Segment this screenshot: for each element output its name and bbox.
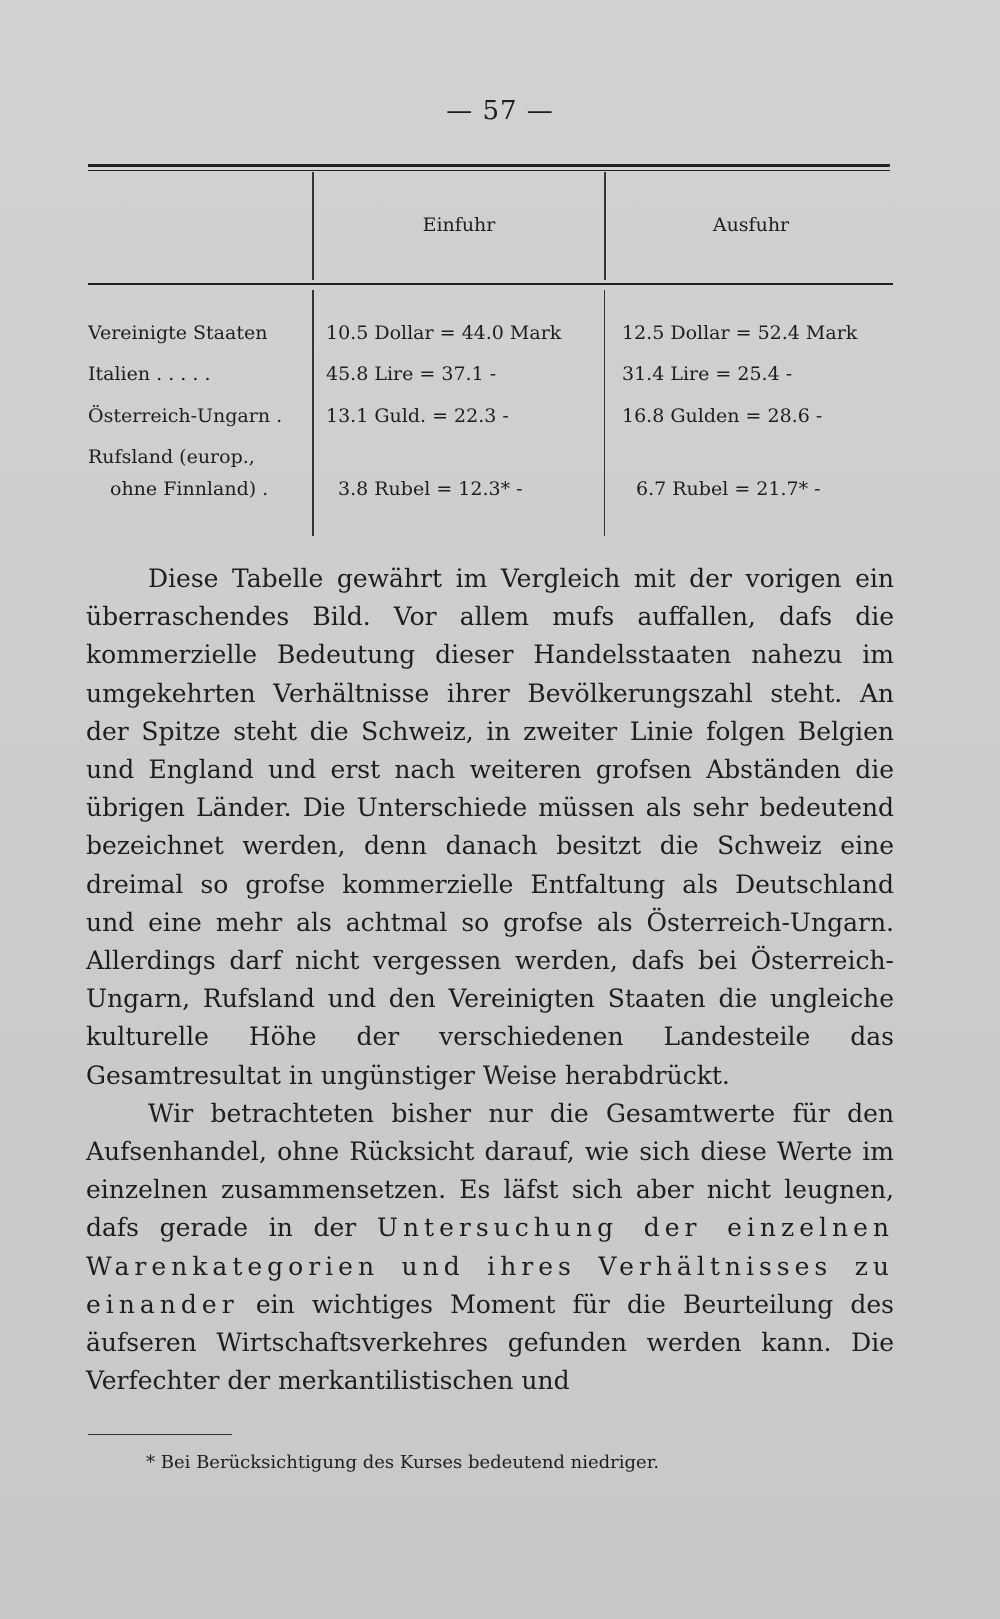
table-row-country: Vereinigte Staaten bbox=[88, 322, 268, 344]
table-row-import: 13.1 Guld. = 22.3 - bbox=[326, 405, 509, 427]
table-row-import: 45.8 Lire = 37.1 - bbox=[326, 363, 497, 385]
column-divider bbox=[604, 290, 605, 536]
header-export: Ausfuhr bbox=[712, 214, 790, 236]
footnote: * Bei Berücksichtigung des Kurses bedeutend niedriger. bbox=[146, 1452, 660, 1473]
paragraph-text: ein wichtiges Moment für die Beurteilung des äufseren Wirtschaftsverkehres gefunden werden kann. Die Verfechter der merkantilistischen und bbox=[86, 1289, 894, 1396]
paragraph bbox=[86, 1095, 894, 1401]
table-row-export: 6.7 Rubel = 21.7* - bbox=[636, 478, 821, 500]
table-top-rule-thin bbox=[88, 170, 890, 171]
table-top-rule bbox=[88, 164, 890, 167]
emphasized-text: Untersuchung der einzelnen Warenkategorien und ihres Verhältnisses zu einander bbox=[86, 1213, 894, 1319]
column-divider bbox=[312, 290, 314, 536]
table-row-country: Rufsland (europ., bbox=[88, 446, 255, 468]
page-number: — 57 — bbox=[446, 96, 554, 126]
table-row-country: Italien . . . . . bbox=[88, 363, 211, 385]
paragraph: Diese Tabelle gewährt im Vergleich mit der vorigen ein überraschendes Bild. Vor allem mufs auffallen, dafs die kommerzielle Bedeutung dieser Handelsstaaten nahezu im umgekehrten Verhältnisse ihrer Bevölkerungszahl steht. An der Spitze steht die Schweiz, in zweiter Linie folgen Belgien und England und erst nach weiteren grofsen Abständen die übrigen Länder. Die Unterschiede müssen als sehr bedeutend bezeichnet werden, denn danach besitzt die Schweiz eine dreimal so grofse kommerzielle Entfaltung als Deutschland und eine mehr als achtmal so grofse als Österreich-Ungarn. Allerdings darf nicht vergessen werden, dafs bei Österreich-Ungarn, Rufsland und den Vereinigten Staaten die ungleiche kulturelle Höhe der verschiedenen Landesteile das Gesamtresultat in ungünstiger Weise herabdrückt. bbox=[86, 564, 894, 1090]
body-text bbox=[86, 560, 894, 1400]
footnote-rule bbox=[88, 1434, 232, 1435]
paragraph-text: Wir betrachteten bisher nur die Gesamtwerte für den Aufsenhandel, ohne Rücksicht darauf, wie sich diese Werte im einzelnen zusammensetzen. Es läfst sich aber nicht leugnen, dafs gerade in der bbox=[86, 1098, 894, 1243]
table-row-country: Österreich-Ungarn . bbox=[88, 405, 283, 427]
table-row-import: 3.8 Rubel = 12.3* - bbox=[338, 478, 523, 500]
table-row-import: 10.5 Dollar = 44.0 Mark bbox=[326, 322, 562, 344]
table-row-country: ohne Finnland) . bbox=[110, 478, 269, 500]
header-import: Einfuhr bbox=[422, 214, 496, 236]
table-row-export: 16.8 Gulden = 28.6 - bbox=[622, 405, 823, 427]
table-row-export: 31.4 Lire = 25.4 - bbox=[622, 363, 793, 385]
header-rule bbox=[88, 283, 893, 285]
table-row-export: 12.5 Dollar = 52.4 Mark bbox=[622, 322, 858, 344]
